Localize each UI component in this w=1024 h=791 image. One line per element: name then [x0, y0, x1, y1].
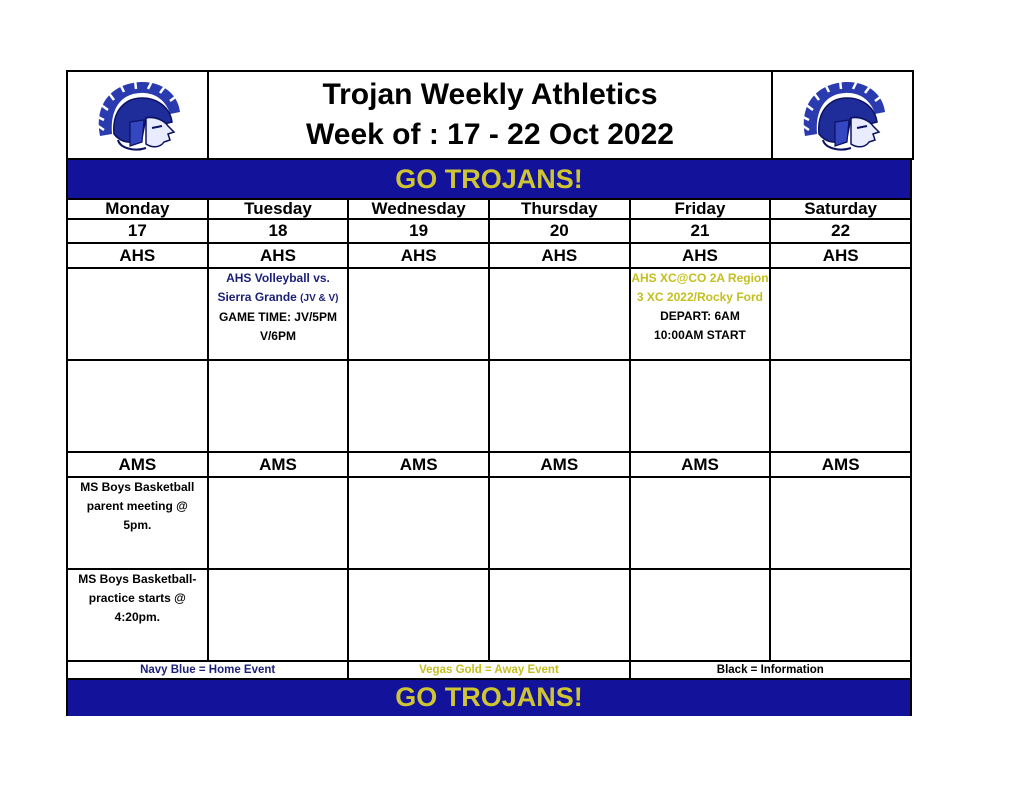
ahs-event-row-2 — [67, 360, 911, 452]
ahs-label: AHS — [208, 243, 349, 268]
left-logo-cell — [67, 71, 208, 159]
event-cell-empty — [208, 477, 349, 569]
event-cell-monday-practice — [67, 569, 208, 661]
ahs-label: AHS — [489, 243, 630, 268]
event-cell-empty — [208, 569, 349, 661]
event-line: parent meeting @ — [86, 499, 188, 513]
day-number: 19 — [348, 219, 489, 243]
event-cell-empty — [67, 360, 208, 452]
legend-home: Navy Blue = Home Event — [67, 661, 348, 679]
ahs-label: AHS — [67, 243, 208, 268]
event-cell-empty — [348, 268, 489, 360]
ams-label: AMS — [630, 452, 771, 477]
event-cell-empty — [489, 360, 630, 452]
event-cell-empty — [489, 268, 630, 360]
top-banner: GO TROJANS! — [66, 160, 912, 198]
trojan-helmet-logo-icon — [90, 76, 186, 154]
trojan-helmet-logo-icon — [795, 76, 891, 154]
schedule-sheet — [66, 70, 912, 716]
ams-label: AMS — [208, 452, 349, 477]
ams-header-row — [67, 452, 911, 477]
day-number: 22 — [770, 219, 911, 243]
event-line: AHS XC@CO 2A Region — [631, 271, 769, 285]
event-cell-empty — [348, 477, 489, 569]
day-name: Thursday — [489, 199, 630, 219]
day-number-row — [67, 219, 911, 243]
ams-event-row-1 — [67, 477, 911, 569]
legend-row — [67, 661, 911, 679]
event-cell-empty — [489, 569, 630, 661]
event-line: V/6PM — [259, 329, 296, 343]
week-subtitle: Week of : 17 - 22 Oct 2022 — [306, 118, 674, 151]
event-line: DEPART: 6AM — [660, 309, 740, 323]
event-cell-empty — [630, 569, 771, 661]
ams-label: AMS — [770, 452, 911, 477]
title-cell — [208, 71, 772, 159]
ams-label: AMS — [348, 452, 489, 477]
bottom-banner: GO TROJANS! — [66, 680, 912, 716]
event-cell-empty — [630, 477, 771, 569]
day-name: Saturday — [770, 199, 911, 219]
schedule-table — [66, 198, 912, 680]
right-logo-cell — [772, 71, 913, 159]
day-name: Friday — [630, 199, 771, 219]
day-number: 20 — [489, 219, 630, 243]
event-line: 4:20pm. — [114, 610, 160, 624]
event-line: 3 XC 2022/Rocky Ford — [636, 290, 763, 304]
event-line: GAME TIME: JV/5PM — [218, 310, 337, 324]
ams-event-row-2 — [67, 569, 911, 661]
day-name: Tuesday — [208, 199, 349, 219]
event-cell-empty — [348, 569, 489, 661]
event-cell-empty — [770, 569, 911, 661]
event-line: 10:00AM START — [654, 328, 746, 342]
event-cell-tuesday-volleyball — [208, 268, 349, 360]
ahs-header-row — [67, 243, 911, 268]
event-cell-empty — [770, 268, 911, 360]
event-line: 5pm. — [123, 518, 152, 532]
event-line: MS Boys Basketball — [80, 480, 195, 494]
day-number: 21 — [630, 219, 771, 243]
ahs-label: AHS — [630, 243, 771, 268]
header-table — [66, 70, 914, 160]
event-line: practice starts @ — [88, 591, 186, 605]
ahs-label: AHS — [770, 243, 911, 268]
day-name: Wednesday — [348, 199, 489, 219]
event-cell-empty — [770, 360, 911, 452]
day-name-row — [67, 199, 911, 219]
event-cell-monday-parent-meeting — [67, 477, 208, 569]
ams-label: AMS — [489, 452, 630, 477]
ahs-event-row-1 — [67, 268, 911, 360]
day-name: Monday — [67, 199, 208, 219]
ams-label: AMS — [67, 452, 208, 477]
event-cell-empty — [630, 360, 771, 452]
day-number: 17 — [67, 219, 208, 243]
event-cell-empty — [67, 268, 208, 360]
day-number: 18 — [208, 219, 349, 243]
event-cell-empty — [208, 360, 349, 452]
legend-away: Vegas Gold = Away Event — [348, 661, 629, 679]
event-line: MS Boys Basketball- — [78, 572, 197, 586]
event-line: AHS Volleyball vs. — [226, 271, 330, 285]
page-title: Trojan Weekly Athletics — [322, 78, 658, 111]
event-cell-friday-xc — [630, 268, 771, 360]
event-cell-empty — [348, 360, 489, 452]
legend-info: Black = Information — [630, 661, 911, 679]
event-line: Sierra Grande (JV & V) — [217, 290, 339, 304]
event-cell-empty — [489, 477, 630, 569]
ahs-label: AHS — [348, 243, 489, 268]
event-cell-empty — [770, 477, 911, 569]
